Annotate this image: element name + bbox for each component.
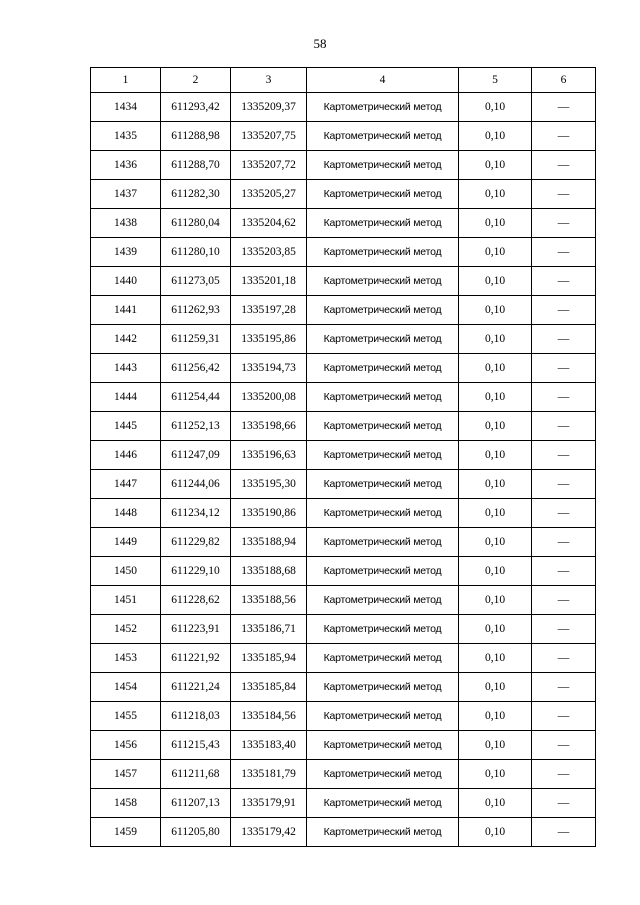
- method-cell: Картометрический метод: [307, 702, 459, 731]
- accuracy-cell: 0,10: [459, 383, 532, 412]
- table-row: [91, 325, 596, 354]
- note-cell: —: [532, 383, 596, 412]
- table-row: [91, 673, 596, 702]
- point-number-cell: 1458: [91, 789, 161, 818]
- table-row: [91, 383, 596, 412]
- table-row: [91, 731, 596, 760]
- method-cell: Картометрический метод: [307, 354, 459, 383]
- accuracy-cell: 0,10: [459, 470, 532, 499]
- accuracy-cell: 0,10: [459, 93, 532, 122]
- method-cell: Картометрический метод: [307, 441, 459, 470]
- y-coordinate-cell: 1335190,86: [231, 499, 307, 528]
- note-cell: —: [532, 151, 596, 180]
- method-cell: Картометрический метод: [307, 760, 459, 789]
- method-cell: Картометрический метод: [307, 151, 459, 180]
- accuracy-cell: 0,10: [459, 528, 532, 557]
- x-coordinate-cell: 611247,09: [161, 441, 231, 470]
- y-coordinate-cell: 1335179,91: [231, 789, 307, 818]
- point-number-cell: 1457: [91, 760, 161, 789]
- x-coordinate-cell: 611273,05: [161, 267, 231, 296]
- table-row: [91, 267, 596, 296]
- method-cell: Картометрический метод: [307, 528, 459, 557]
- point-number-cell: 1436: [91, 151, 161, 180]
- point-number-cell: 1453: [91, 644, 161, 673]
- x-coordinate-cell: 611280,04: [161, 209, 231, 238]
- point-number-cell: 1454: [91, 673, 161, 702]
- table-row: [91, 644, 596, 673]
- x-coordinate-cell: 611218,03: [161, 702, 231, 731]
- point-number-cell: 1449: [91, 528, 161, 557]
- table-header-row: [91, 68, 596, 93]
- accuracy-cell: 0,10: [459, 557, 532, 586]
- accuracy-cell: 0,10: [459, 267, 532, 296]
- note-cell: —: [532, 296, 596, 325]
- y-coordinate-cell: 1335200,08: [231, 383, 307, 412]
- x-coordinate-cell: 611280,10: [161, 238, 231, 267]
- x-coordinate-cell: 611252,13: [161, 412, 231, 441]
- accuracy-cell: 0,10: [459, 238, 532, 267]
- note-cell: —: [532, 818, 596, 847]
- column-header: 5: [459, 68, 532, 93]
- y-coordinate-cell: 1335188,94: [231, 528, 307, 557]
- point-number-cell: 1450: [91, 557, 161, 586]
- method-cell: Картометрический метод: [307, 789, 459, 818]
- note-cell: —: [532, 586, 596, 615]
- x-coordinate-cell: 611256,42: [161, 354, 231, 383]
- note-cell: —: [532, 267, 596, 296]
- point-number-cell: 1434: [91, 93, 161, 122]
- y-coordinate-cell: 1335204,62: [231, 209, 307, 238]
- accuracy-cell: 0,10: [459, 673, 532, 702]
- y-coordinate-cell: 1335198,66: [231, 412, 307, 441]
- y-coordinate-cell: 1335185,94: [231, 644, 307, 673]
- y-coordinate-cell: 1335179,42: [231, 818, 307, 847]
- note-cell: —: [532, 615, 596, 644]
- note-cell: —: [532, 412, 596, 441]
- x-coordinate-cell: 611229,10: [161, 557, 231, 586]
- note-cell: —: [532, 238, 596, 267]
- x-coordinate-cell: 611234,12: [161, 499, 231, 528]
- table-row: [91, 470, 596, 499]
- x-coordinate-cell: 611254,44: [161, 383, 231, 412]
- x-coordinate-cell: 611244,06: [161, 470, 231, 499]
- accuracy-cell: 0,10: [459, 151, 532, 180]
- y-coordinate-cell: 1335188,56: [231, 586, 307, 615]
- point-number-cell: 1442: [91, 325, 161, 354]
- point-number-cell: 1459: [91, 818, 161, 847]
- y-coordinate-cell: 1335185,84: [231, 673, 307, 702]
- note-cell: —: [532, 122, 596, 151]
- point-number-cell: 1456: [91, 731, 161, 760]
- x-coordinate-cell: 611288,70: [161, 151, 231, 180]
- x-coordinate-cell: 611293,42: [161, 93, 231, 122]
- x-coordinate-cell: 611215,43: [161, 731, 231, 760]
- note-cell: —: [532, 325, 596, 354]
- table-row: [91, 789, 596, 818]
- x-coordinate-cell: 611211,68: [161, 760, 231, 789]
- method-cell: Картометрический метод: [307, 557, 459, 586]
- table-row: [91, 412, 596, 441]
- point-number-cell: 1455: [91, 702, 161, 731]
- method-cell: Картометрический метод: [307, 296, 459, 325]
- y-coordinate-cell: 1335197,28: [231, 296, 307, 325]
- x-coordinate-cell: 611207,13: [161, 789, 231, 818]
- accuracy-cell: 0,10: [459, 499, 532, 528]
- x-coordinate-cell: 611262,93: [161, 296, 231, 325]
- method-cell: Картометрический метод: [307, 731, 459, 760]
- accuracy-cell: 0,10: [459, 325, 532, 354]
- table-row: [91, 151, 596, 180]
- table-row: [91, 586, 596, 615]
- note-cell: —: [532, 441, 596, 470]
- note-cell: —: [532, 644, 596, 673]
- table-row: [91, 702, 596, 731]
- point-number-cell: 1443: [91, 354, 161, 383]
- point-number-cell: 1438: [91, 209, 161, 238]
- note-cell: —: [532, 180, 596, 209]
- x-coordinate-cell: 611229,82: [161, 528, 231, 557]
- accuracy-cell: 0,10: [459, 441, 532, 470]
- method-cell: Картометрический метод: [307, 818, 459, 847]
- note-cell: —: [532, 209, 596, 238]
- accuracy-cell: 0,10: [459, 122, 532, 151]
- y-coordinate-cell: 1335188,68: [231, 557, 307, 586]
- column-header: 6: [532, 68, 596, 93]
- table-row: [91, 180, 596, 209]
- accuracy-cell: 0,10: [459, 586, 532, 615]
- point-number-cell: 1441: [91, 296, 161, 325]
- column-header: 4: [307, 68, 459, 93]
- method-cell: Картометрический метод: [307, 412, 459, 441]
- point-number-cell: 1439: [91, 238, 161, 267]
- note-cell: —: [532, 673, 596, 702]
- y-coordinate-cell: 1335207,75: [231, 122, 307, 151]
- table-row: [91, 760, 596, 789]
- y-coordinate-cell: 1335201,18: [231, 267, 307, 296]
- method-cell: Картометрический метод: [307, 586, 459, 615]
- note-cell: —: [532, 731, 596, 760]
- note-cell: —: [532, 470, 596, 499]
- point-number-cell: 1452: [91, 615, 161, 644]
- table-row: [91, 615, 596, 644]
- table-row: [91, 818, 596, 847]
- x-coordinate-cell: 611221,92: [161, 644, 231, 673]
- note-cell: —: [532, 93, 596, 122]
- table-row: [91, 557, 596, 586]
- table-row: [91, 354, 596, 383]
- table-row: [91, 296, 596, 325]
- accuracy-cell: 0,10: [459, 760, 532, 789]
- y-coordinate-cell: 1335184,56: [231, 702, 307, 731]
- x-coordinate-cell: 611221,24: [161, 673, 231, 702]
- y-coordinate-cell: 1335183,40: [231, 731, 307, 760]
- y-coordinate-cell: 1335205,27: [231, 180, 307, 209]
- note-cell: —: [532, 760, 596, 789]
- accuracy-cell: 0,10: [459, 615, 532, 644]
- point-number-cell: 1451: [91, 586, 161, 615]
- point-number-cell: 1437: [91, 180, 161, 209]
- y-coordinate-cell: 1335209,37: [231, 93, 307, 122]
- y-coordinate-cell: 1335181,79: [231, 760, 307, 789]
- accuracy-cell: 0,10: [459, 412, 532, 441]
- table-body: [91, 93, 596, 847]
- method-cell: Картометрический метод: [307, 644, 459, 673]
- y-coordinate-cell: 1335195,86: [231, 325, 307, 354]
- method-cell: Картометрический метод: [307, 209, 459, 238]
- table-row: [91, 122, 596, 151]
- note-cell: —: [532, 557, 596, 586]
- point-number-cell: 1446: [91, 441, 161, 470]
- y-coordinate-cell: 1335194,73: [231, 354, 307, 383]
- accuracy-cell: 0,10: [459, 702, 532, 731]
- note-cell: —: [532, 702, 596, 731]
- method-cell: Картометрический метод: [307, 673, 459, 702]
- x-coordinate-cell: 611288,98: [161, 122, 231, 151]
- point-number-cell: 1440: [91, 267, 161, 296]
- accuracy-cell: 0,10: [459, 354, 532, 383]
- point-number-cell: 1445: [91, 412, 161, 441]
- table-row: [91, 209, 596, 238]
- accuracy-cell: 0,10: [459, 818, 532, 847]
- method-cell: Картометрический метод: [307, 180, 459, 209]
- point-number-cell: 1435: [91, 122, 161, 151]
- table-row: [91, 93, 596, 122]
- x-coordinate-cell: 611223,91: [161, 615, 231, 644]
- x-coordinate-cell: 611259,31: [161, 325, 231, 354]
- table-row: [91, 238, 596, 267]
- y-coordinate-cell: 1335195,30: [231, 470, 307, 499]
- coordinates-table: [90, 67, 596, 847]
- accuracy-cell: 0,10: [459, 789, 532, 818]
- x-coordinate-cell: 611228,62: [161, 586, 231, 615]
- table-row: [91, 528, 596, 557]
- note-cell: —: [532, 354, 596, 383]
- point-number-cell: 1444: [91, 383, 161, 412]
- method-cell: Картометрический метод: [307, 93, 459, 122]
- column-header: 2: [161, 68, 231, 93]
- accuracy-cell: 0,10: [459, 180, 532, 209]
- method-cell: Картометрический метод: [307, 499, 459, 528]
- x-coordinate-cell: 611205,80: [161, 818, 231, 847]
- note-cell: —: [532, 789, 596, 818]
- accuracy-cell: 0,10: [459, 209, 532, 238]
- column-header: 1: [91, 68, 161, 93]
- method-cell: Картометрический метод: [307, 325, 459, 354]
- y-coordinate-cell: 1335186,71: [231, 615, 307, 644]
- point-number-cell: 1448: [91, 499, 161, 528]
- y-coordinate-cell: 1335207,72: [231, 151, 307, 180]
- column-header: 3: [231, 68, 307, 93]
- method-cell: Картометрический метод: [307, 267, 459, 296]
- point-number-cell: 1447: [91, 470, 161, 499]
- accuracy-cell: 0,10: [459, 296, 532, 325]
- method-cell: Картометрический метод: [307, 383, 459, 412]
- y-coordinate-cell: 1335203,85: [231, 238, 307, 267]
- note-cell: —: [532, 499, 596, 528]
- accuracy-cell: 0,10: [459, 731, 532, 760]
- page-number: 58: [313, 36, 327, 51]
- method-cell: Картометрический метод: [307, 238, 459, 267]
- x-coordinate-cell: 611282,30: [161, 180, 231, 209]
- method-cell: Картометрический метод: [307, 615, 459, 644]
- table-row: [91, 441, 596, 470]
- y-coordinate-cell: 1335196,63: [231, 441, 307, 470]
- accuracy-cell: 0,10: [459, 644, 532, 673]
- note-cell: —: [532, 528, 596, 557]
- table-row: [91, 499, 596, 528]
- method-cell: Картометрический метод: [307, 122, 459, 151]
- method-cell: Картометрический метод: [307, 470, 459, 499]
